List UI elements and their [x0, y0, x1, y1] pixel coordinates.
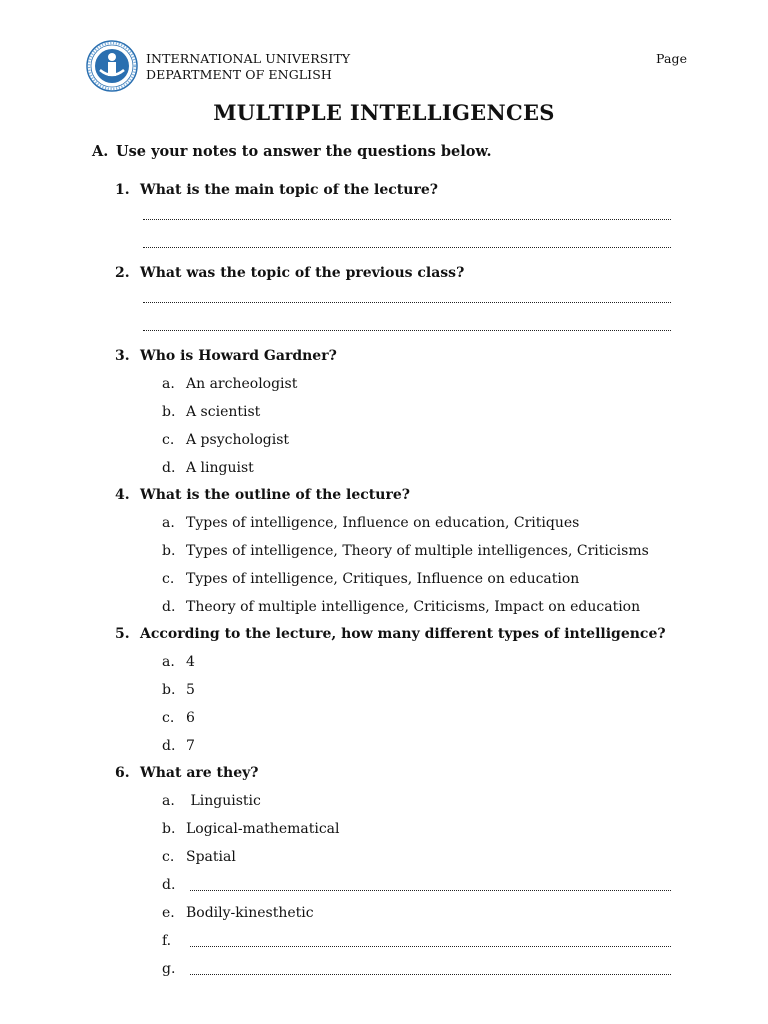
- university-logo: [86, 40, 138, 92]
- option-letter: e.: [162, 905, 175, 921]
- option-text: 5: [186, 682, 195, 698]
- option-3a[interactable]: [162, 376, 297, 392]
- question-text: Who is Howard Gardner?: [140, 348, 337, 364]
- answer-line[interactable]: [143, 219, 671, 220]
- option-letter: f.: [162, 933, 172, 949]
- question-number: 1.: [115, 182, 130, 198]
- answer-line[interactable]: [143, 247, 671, 248]
- page-label: Page: [656, 51, 688, 66]
- option-5d[interactable]: [162, 738, 195, 754]
- option-letter: b.: [162, 682, 176, 698]
- section-letter: A.: [92, 143, 109, 160]
- option-letter: d.: [162, 599, 176, 615]
- answer-line[interactable]: [190, 974, 671, 975]
- answer-line[interactable]: [143, 302, 671, 303]
- option-5b[interactable]: [162, 682, 195, 698]
- option-letter: a.: [162, 793, 175, 809]
- option-3b[interactable]: [162, 404, 260, 420]
- option-letter: d.: [162, 460, 176, 476]
- question-text: What are they?: [140, 765, 259, 781]
- department-name: DEPARTMENT OF ENGLISH: [146, 67, 332, 82]
- option-letter: c.: [162, 432, 175, 448]
- question-text: What is the outline of the lecture?: [140, 487, 410, 503]
- option-3c[interactable]: [162, 432, 289, 448]
- option-text: Spatial: [186, 849, 236, 865]
- option-text: 4: [186, 654, 195, 670]
- option-text: A scientist: [186, 404, 261, 420]
- option-6d: [162, 877, 186, 893]
- option-letter: a.: [162, 515, 175, 531]
- question-number: 5.: [115, 626, 130, 642]
- question-number: 3.: [115, 348, 130, 364]
- option-text: 6: [186, 710, 195, 726]
- option-text: Linguistic: [186, 793, 261, 809]
- option-5c[interactable]: [162, 710, 195, 726]
- question-text: According to the lecture, how many different types of intelligence?: [140, 626, 666, 642]
- option-letter: a.: [162, 376, 175, 392]
- option-text: Types of intelligence, Critiques, Influence on education: [186, 571, 580, 587]
- option-text: Bodily-kinesthetic: [186, 905, 314, 921]
- option-3d[interactable]: [162, 460, 254, 476]
- option-4a[interactable]: [162, 515, 579, 531]
- question-1: [115, 182, 438, 198]
- option-letter: d.: [162, 877, 176, 893]
- question-number: 4.: [115, 487, 130, 503]
- option-letter: c.: [162, 849, 175, 865]
- answer-line[interactable]: [143, 330, 671, 331]
- option-6g: [162, 961, 186, 977]
- option-letter: b.: [162, 821, 176, 837]
- option-6e: [162, 905, 314, 921]
- option-4c[interactable]: [162, 571, 579, 587]
- option-letter: g.: [162, 961, 176, 977]
- answer-line[interactable]: [190, 946, 671, 947]
- option-5a[interactable]: [162, 654, 195, 670]
- option-text: A linguist: [186, 460, 254, 476]
- option-4d[interactable]: [162, 599, 640, 615]
- option-letter: c.: [162, 710, 175, 726]
- question-number: 6.: [115, 765, 130, 781]
- option-text: A psychologist: [186, 432, 290, 448]
- question-5: [115, 626, 666, 642]
- university-name: INTERNATIONAL UNIVERSITY: [146, 51, 351, 66]
- option-letter: d.: [162, 738, 176, 754]
- section-instruction-text: Use your notes to answer the questions below.: [116, 143, 492, 160]
- option-text: An archeologist: [186, 376, 298, 392]
- option-letter: b.: [162, 404, 176, 420]
- option-letter: c.: [162, 571, 175, 587]
- page-title: MULTIPLE INTELLIGENCES: [213, 100, 555, 125]
- question-4: [115, 487, 410, 503]
- question-6: [115, 765, 258, 781]
- option-letter: b.: [162, 543, 176, 559]
- question-3: [115, 348, 337, 364]
- section-instruction: [92, 143, 492, 160]
- option-text: Logical-mathematical: [186, 821, 340, 837]
- option-text: Types of intelligence, Influence on education, Critiques: [186, 515, 580, 531]
- question-2: [115, 265, 464, 281]
- option-text: Types of intelligence, Theory of multiple intelligences, Criticisms: [186, 543, 649, 559]
- option-6f: [162, 933, 186, 949]
- option-6b: [162, 821, 340, 837]
- option-4b[interactable]: [162, 543, 649, 559]
- question-number: 2.: [115, 265, 130, 281]
- option-6c: [162, 849, 236, 865]
- option-text: 7: [186, 738, 195, 754]
- answer-line[interactable]: [190, 890, 671, 891]
- option-text: Theory of multiple intelligence, Criticisms, Impact on education: [186, 599, 641, 615]
- option-letter: a.: [162, 654, 175, 670]
- option-6a: [162, 793, 261, 809]
- question-text: What is the main topic of the lecture?: [140, 182, 438, 198]
- question-text: What was the topic of the previous class?: [140, 265, 465, 281]
